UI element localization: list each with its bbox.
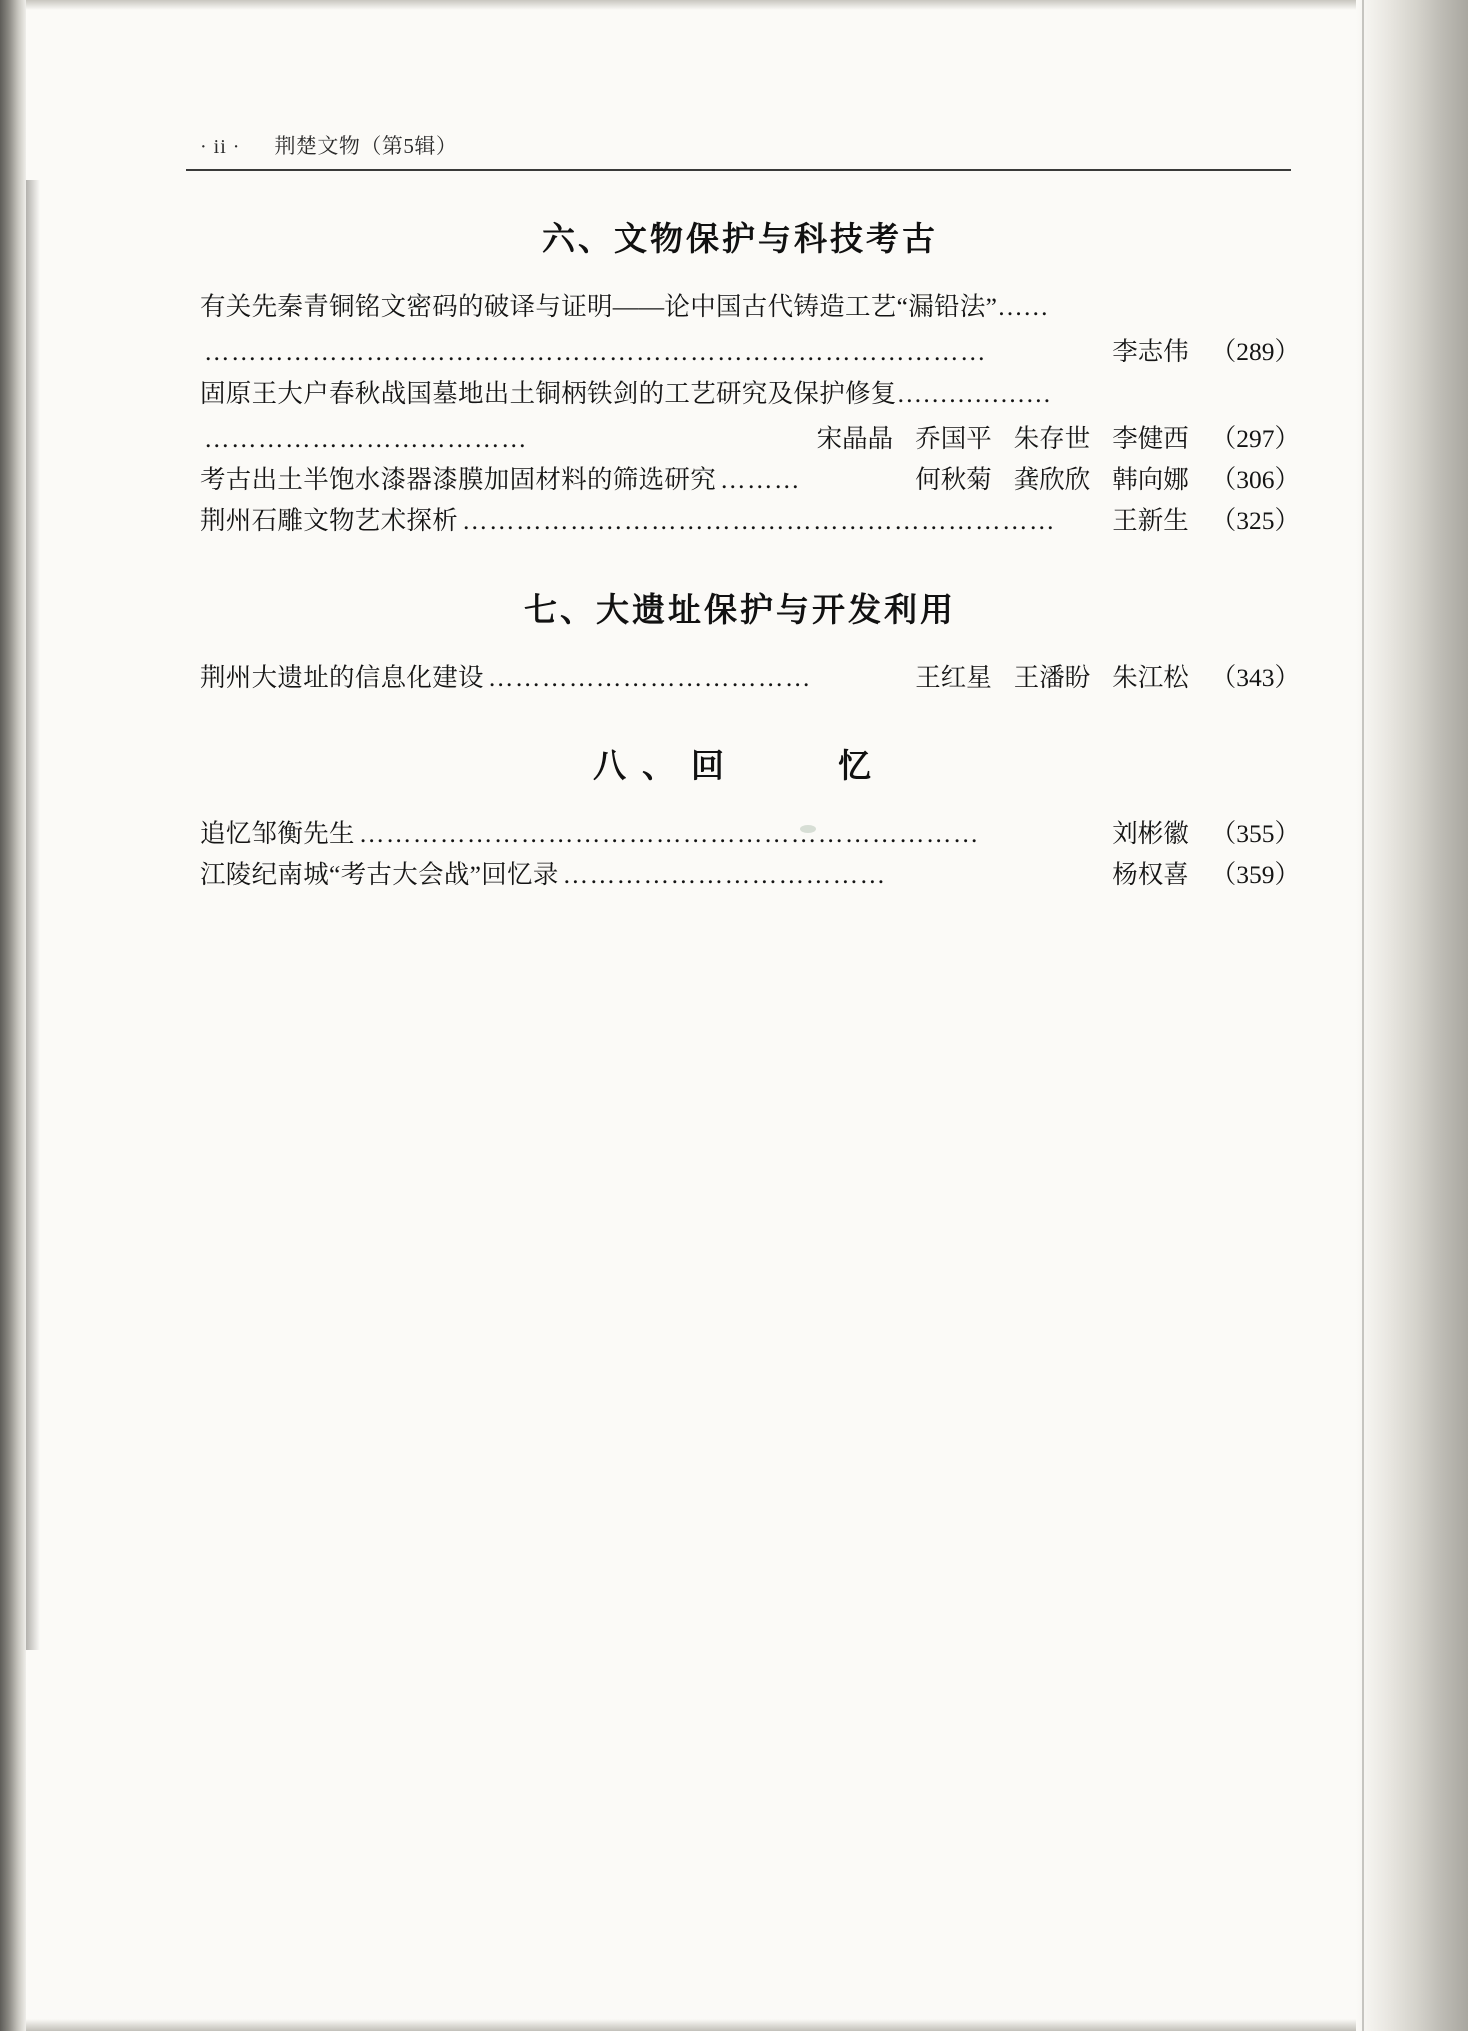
book-gutter-shadow <box>26 180 40 1650</box>
leader-dots: …………………………………………………………………………… <box>204 337 987 367</box>
toc-entry-tail <box>1112 331 1300 372</box>
toc-entry-author: 李志伟 <box>1112 337 1189 367</box>
toc-entry[interactable] <box>180 373 1300 414</box>
section-heading-6: 六、文物保护与科技考古 <box>542 220 938 257</box>
toc-entry-tail <box>915 657 1300 698</box>
toc-entry-title: 有关先秦青铜铭文密码的破译与证明——论中国古代铸造工艺“漏铅法”…… <box>200 292 1049 321</box>
toc-entry-tail <box>1112 813 1300 854</box>
leader-dots: ……… <box>720 465 802 495</box>
page-top-edge <box>24 0 1392 10</box>
toc-entry-author: 李健西 <box>1112 423 1189 453</box>
toc-entry[interactable] <box>180 657 1300 698</box>
running-head <box>180 130 1300 160</box>
folio-number: · ii · <box>200 136 241 158</box>
toc-entry-page: （343） <box>1210 662 1300 692</box>
toc-entry-page: （297） <box>1210 423 1300 453</box>
leader-dots: ……………………………… <box>487 662 812 692</box>
toc-entry-continuation[interactable] <box>180 331 1300 372</box>
toc-entry-author: 何秋菊 <box>915 465 992 495</box>
toc-entry-author: 刘彬徽 <box>1112 819 1189 849</box>
toc-entry-page: （355） <box>1210 819 1300 849</box>
page-right-edge-line <box>1362 0 1364 2031</box>
toc-entry-tail <box>817 418 1300 459</box>
toc-entry-tail <box>915 459 1300 500</box>
toc-entry-title: 荆州大遗址的信息化建设 <box>200 662 484 692</box>
toc-entry-page: （359） <box>1210 860 1300 890</box>
toc-entry[interactable] <box>180 459 1300 500</box>
toc-entry-author: 宋晶晶 <box>816 423 894 453</box>
page-bottom-edge <box>24 2019 1392 2031</box>
toc-entry-author: 王新生 <box>1112 506 1189 536</box>
toc-entry-author: 韩向娜 <box>1112 465 1189 495</box>
toc-entry-author: 乔国平 <box>915 423 992 453</box>
book-title: 荆楚文物（第5辑） <box>274 134 458 158</box>
toc-entry[interactable] <box>180 500 1300 541</box>
toc-entry-author: 朱江松 <box>1112 662 1189 692</box>
toc-entry-title: 追忆邹衡先生 <box>200 819 355 849</box>
toc-entry-page: （325） <box>1210 506 1300 536</box>
toc-entry[interactable] <box>180 854 1300 895</box>
toc-entry-title: 考古出土半饱水漆器漆膜加固材料的筛选研究 <box>200 465 717 495</box>
toc-entry-title: 荆州石雕文物艺术探析 <box>200 506 459 536</box>
leader-dots: ………………………………………………………… <box>462 506 1057 536</box>
toc-entry-continuation[interactable] <box>180 418 1300 459</box>
toc-entry-page: （289） <box>1210 337 1300 367</box>
leader-dots: ……………………………… <box>204 423 528 453</box>
toc-entry[interactable] <box>180 286 1300 327</box>
section-heading-7: 七、大遗址保护与开发利用 <box>524 590 956 628</box>
leader-dots: ……………………………… <box>562 860 887 890</box>
toc-entry-author: 朱存世 <box>1013 423 1091 453</box>
toc-entry-tail <box>1112 500 1300 541</box>
toc-entry-title: 固原王大户春秋战国墓地出土铜柄铁剑的工艺研究及保护修复……………… <box>200 378 1052 408</box>
toc-entry[interactable] <box>180 813 1300 854</box>
book-binding-shadow <box>0 0 26 2031</box>
toc-entry-author: 王潘盼 <box>1013 662 1091 692</box>
toc-entry-author: 杨权喜 <box>1112 860 1189 890</box>
header-rule <box>186 169 1291 171</box>
toc-entry-author: 龚欣欣 <box>1013 465 1091 495</box>
toc-entry-title: 江陵纪南城“考古大会战”回忆录 <box>200 860 559 890</box>
leader-dots: …………………………………………………………… <box>358 819 980 849</box>
page-content <box>180 130 1300 896</box>
toc-entry-tail <box>1112 854 1300 895</box>
section-heading-8: 八、回 忆 <box>593 747 887 785</box>
toc-entry-page: （306） <box>1210 465 1300 495</box>
toc-entry-author: 王红星 <box>915 662 992 692</box>
page-right-edge-shadow <box>1356 0 1468 2031</box>
